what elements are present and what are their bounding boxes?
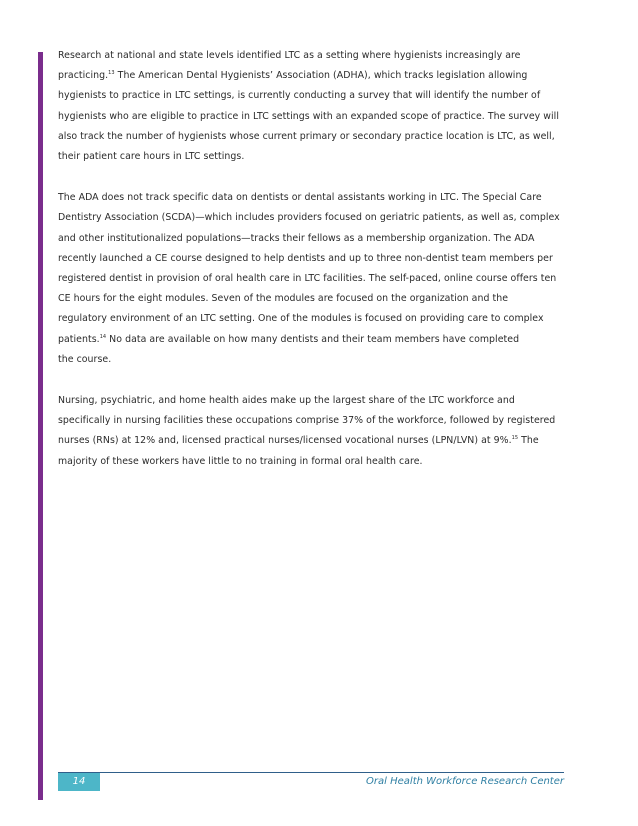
page-number: 14 xyxy=(72,776,86,787)
footnote-ref: 13 xyxy=(108,70,115,77)
paragraph-line: practicing.$^{13}$ The American Dental Hygienists’ Association (ADHA), which tracks legislation allowing xyxy=(58,70,528,82)
paragraph-line: hygienists who are eligible to practice in LTC settings with an expanded scope of practice. The survey will xyxy=(58,110,559,122)
paragraph-line: nurses (RNs) at 12% and, licensed practical nurses/licensed vocational nurses (LPN/LVN) at 9%.$^{15}$ The xyxy=(58,435,539,447)
footnote-ref: 14 xyxy=(99,333,107,340)
page-number-box xyxy=(58,773,100,791)
paragraph-line: hygienists to practice in LTC settings, is currently conducting a survey that will identify the number of xyxy=(58,90,541,102)
paragraph-nursing-aides xyxy=(58,391,564,472)
paragraph-line: The ADA does not track specific data on dentists or dental assistants working in LTC. The Special Care xyxy=(58,192,542,204)
paragraph-line: the course. xyxy=(58,353,112,365)
paragraph-line: registered dentist in provision of oral health care in LTC facilities. The self-paced, online course offers ten xyxy=(58,273,557,285)
paragraph-line: also track the number of hygienists whose current primary or secondary practice location is LTC, as well, xyxy=(58,130,555,142)
paragraph-ada-scda xyxy=(58,188,564,370)
footer-rule xyxy=(58,772,564,773)
document-body xyxy=(58,46,564,493)
paragraph-line: specifically in nursing facilities these occupations comprise 37% of the workforce, followed by registered xyxy=(58,415,556,427)
paragraph-line: patients.$^{14}$ No data are available on how many dentists and their team members have completed xyxy=(58,333,520,345)
paragraph-line: Research at national and state levels identified LTC as a setting where hygienists increasingly are xyxy=(58,50,521,61)
paragraph-line: regulatory environment of an LTC setting. One of the modules is focused on providing care to complex xyxy=(58,313,544,325)
paragraph-line: CE hours for the eight modules. Seven of the modules are focused on the organization and the xyxy=(58,293,509,305)
paragraph-line: and other institutionalized populations—tracks their fellows as a membership organization. The ADA xyxy=(58,232,535,244)
paragraph-line: their patient care hours in LTC settings. xyxy=(58,151,245,163)
paragraph-hygienists xyxy=(58,46,564,167)
footnote-ref: 15 xyxy=(511,435,519,442)
paragraph-line: Dentistry Association (SCDA)—which includes providers focused on geriatric patients, as well as, complex xyxy=(58,212,560,224)
paragraph-line: recently launched a CE course designed to help dentists and up to three non-dentist team members per xyxy=(58,252,553,264)
paragraph-line: majority of these workers have little to no training in formal oral health care. xyxy=(58,455,423,467)
footer-title: Oral Health Workforce Research Center xyxy=(366,776,564,787)
paragraph-line: Nursing, psychiatric, and home health aides make up the largest share of the LTC workforce and xyxy=(58,395,515,407)
left-accent-bar xyxy=(38,52,43,800)
